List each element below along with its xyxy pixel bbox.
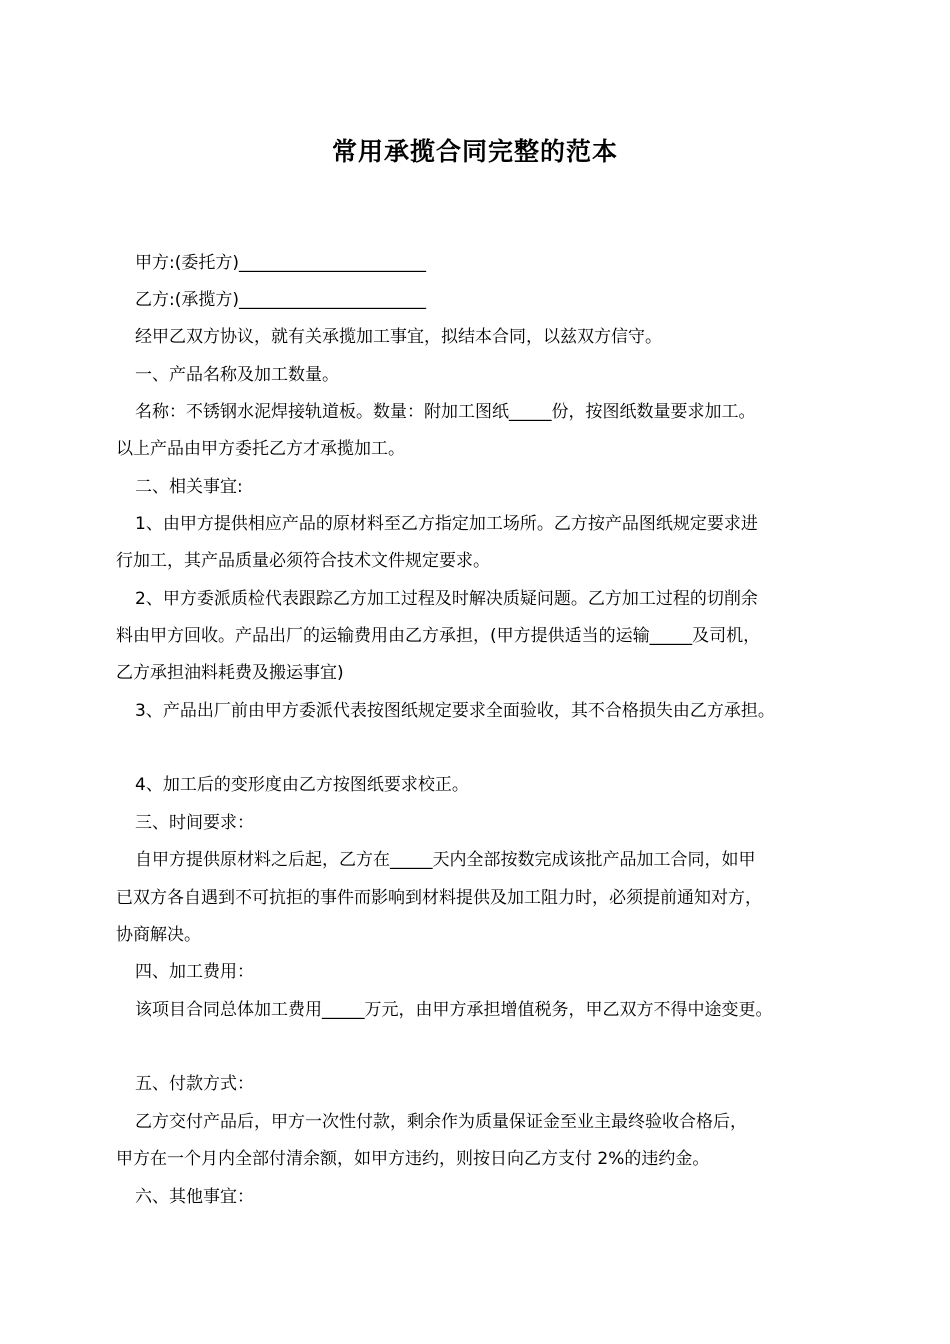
section-heading-6: 六、其他事宜： <box>135 1187 254 1207</box>
paragraph-line: 乙方交付产品后，甲方一次性付款，剩余作为质量保证金至业主最终验收合格后， <box>135 1112 747 1132</box>
paragraph-line: 甲方在一个月内全部付清余额，如甲方违约，则按日向乙方支付 2%的违约金。 <box>116 1149 710 1169</box>
section-heading-3: 三、时间要求： <box>135 813 254 833</box>
paragraph-line: 名称：不锈钢水泥焊接轨道板。数量：附加工图纸_____份，按图纸数量要求加工。 <box>135 402 756 422</box>
paragraph-line: 该项目合同总体加工费用_____万元，由甲方承担增值税务，甲乙双方不得中途变更。 <box>135 1000 773 1020</box>
paragraph-line: 1、由甲方提供相应产品的原材料至乙方指定加工场所。乙方按产品图纸规定要求进 <box>135 514 758 534</box>
section-heading-1: 一、产品名称及加工数量。 <box>135 365 339 385</box>
paragraph-line: 以上产品由甲方委托乙方才承揽加工。 <box>116 439 405 459</box>
document-title: 常用承揽合同完整的范本 <box>331 137 618 166</box>
paragraph-line: 自甲方提供原材料之后起，乙方在_____天内全部按数完成该批产品加工合同，如甲 <box>135 850 756 870</box>
paragraph-line: 4、加工后的变形度由乙方按图纸要求校正。 <box>135 775 469 795</box>
paragraph-line: 料由甲方回收。产品出厂的运输费用由乙方承担，(甲方提供适当的运输_____及司机， <box>116 626 761 646</box>
paragraph-line: 3、产品出厂前由甲方委派代表按图纸规定要求全面验收，其不合格损失由乙方承担。 <box>135 701 775 721</box>
paragraph-line: 行加工，其产品质量必须符合技术文件规定要求。 <box>116 551 490 571</box>
section-heading-2: 二、相关事宜: <box>135 477 243 497</box>
section-heading-4: 四、加工费用： <box>135 962 254 982</box>
preamble: 经甲乙双方协议，就有关承揽加工事宜，拟结本合同，以兹双方信守。 <box>135 327 662 347</box>
paragraph-line: 已双方各自遇到不可抗拒的事件而影响到材料提供及加工阻力时，必须提前通知对方， <box>116 888 762 908</box>
party-a-line: 甲方:(委托方)______________________ <box>135 253 426 273</box>
paragraph-line: 乙方承担油料耗费及搬运事宜) <box>116 663 344 683</box>
section-heading-5: 五、付款方式： <box>135 1074 254 1094</box>
party-b-line: 乙方:(承揽方)______________________ <box>135 290 426 310</box>
paragraph-line: 2、甲方委派质检代表跟踪乙方加工过程及时解决质疑问题。乙方加工过程的切削余 <box>135 589 758 609</box>
paragraph-line: 协商解决。 <box>116 925 201 945</box>
